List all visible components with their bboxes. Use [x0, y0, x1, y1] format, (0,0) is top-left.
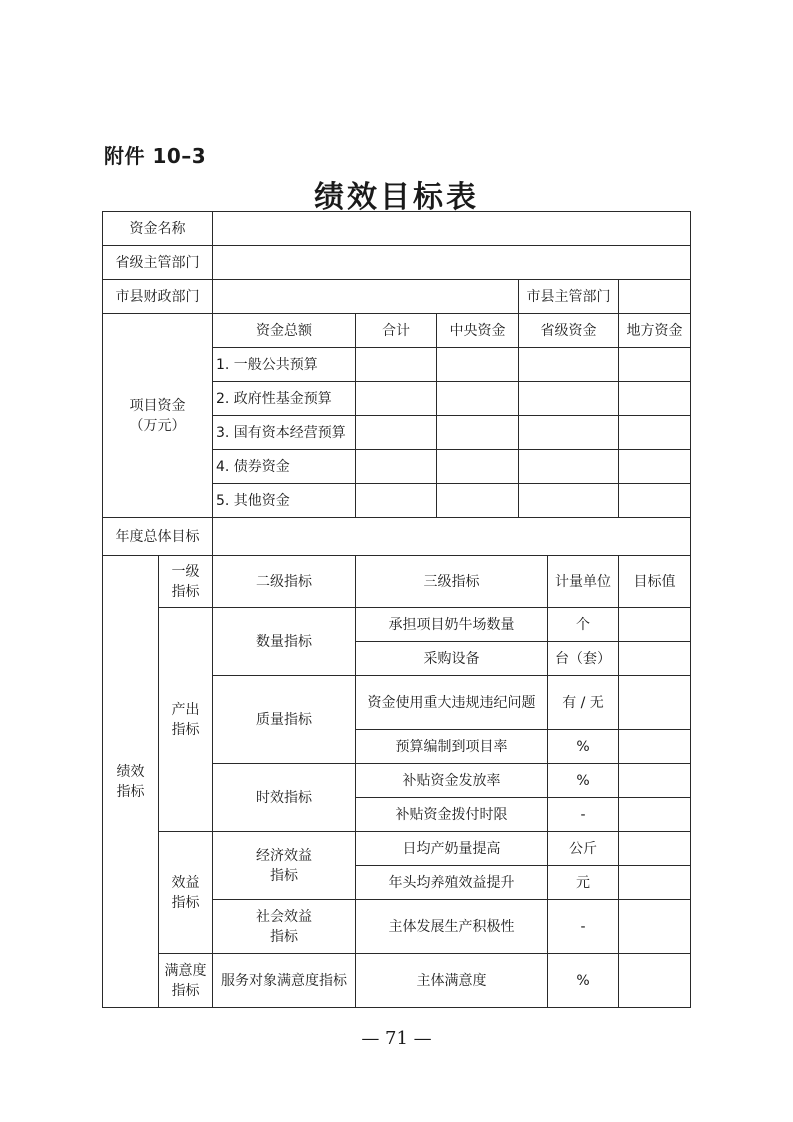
page-number: — 71 —	[361, 1028, 432, 1049]
indicator-unit: 台（套）	[548, 642, 619, 676]
funds-cell[interactable]	[519, 382, 619, 416]
funds-header-local: 地方资金	[619, 314, 691, 348]
attachment-label: 附件 10–3	[104, 144, 207, 168]
indicator-unit: 个	[548, 608, 619, 642]
indicator-unit: %	[548, 730, 619, 764]
funds-cell[interactable]	[356, 416, 437, 450]
indicator-unit: 元	[548, 866, 619, 900]
performance-label-line2: 指标	[116, 783, 145, 800]
row-city-finance	[103, 280, 691, 314]
funds-cell[interactable]	[437, 416, 519, 450]
satisfaction-label-line1: 满意度	[164, 962, 207, 979]
header-level3: 三级指标	[356, 556, 548, 608]
header-target: 目标值	[619, 556, 691, 608]
indicator-name: 年头均养殖效益提升	[356, 866, 548, 900]
indicator-name: 日均产奶量提高	[356, 832, 548, 866]
indicator-row	[103, 954, 691, 1008]
output-label-line1: 产出	[171, 701, 200, 718]
city-finance-value[interactable]	[213, 280, 519, 314]
benefit-label-line1: 效益	[171, 874, 200, 891]
indicator-unit: %	[548, 764, 619, 798]
funds-cell[interactable]	[437, 382, 519, 416]
satisfaction-indicator-label	[159, 954, 213, 1008]
page-title: 绩效目标表	[314, 180, 479, 215]
indicator-row	[103, 832, 691, 866]
performance-label-line1: 绩效	[116, 763, 145, 780]
city-finance-label: 市县财政部门	[103, 280, 213, 314]
funds-cell[interactable]	[519, 450, 619, 484]
header-level1	[159, 556, 213, 608]
indicator-row	[103, 608, 691, 642]
funds-item-label: 5. 其他资金	[213, 484, 356, 518]
quality-indicator-label: 质量指标	[213, 676, 356, 764]
funds-header-central: 中央资金	[437, 314, 519, 348]
indicator-target[interactable]	[619, 764, 691, 798]
funds-cell[interactable]	[356, 382, 437, 416]
output-indicator-label	[159, 608, 213, 832]
indicator-unit: -	[548, 900, 619, 954]
funds-cell[interactable]	[619, 450, 691, 484]
funds-header-sum: 合计	[356, 314, 437, 348]
indicator-unit: 有 / 无	[548, 676, 619, 730]
funds-cell[interactable]	[619, 416, 691, 450]
funds-header-provincial: 省级资金	[519, 314, 619, 348]
indicator-target[interactable]	[619, 676, 691, 730]
social-label-line2: 指标	[270, 928, 298, 945]
output-label-line2: 指标	[171, 721, 200, 738]
row-province-dept	[103, 246, 691, 280]
fund-name-value[interactable]	[213, 212, 691, 246]
funds-cell[interactable]	[437, 348, 519, 382]
annual-goal-value[interactable]	[213, 518, 691, 556]
indicator-target[interactable]	[619, 900, 691, 954]
indicator-target[interactable]	[619, 832, 691, 866]
project-funds-label	[103, 314, 213, 518]
indicator-name: 补贴资金拨付时限	[356, 798, 548, 832]
social-label-line1: 社会效益	[256, 908, 312, 925]
funds-cell[interactable]	[619, 348, 691, 382]
indicator-name: 主体满意度	[356, 954, 548, 1008]
row-funds-header	[103, 314, 691, 348]
indicator-name: 资金使用重大违规违纪问题	[356, 676, 548, 730]
funds-cell[interactable]	[519, 416, 619, 450]
indicator-target[interactable]	[619, 866, 691, 900]
header-unit: 计量单位	[548, 556, 619, 608]
service-satisfaction-label: 服务对象满意度指标	[213, 954, 356, 1008]
indicator-name: 承担项目奶牛场数量	[356, 608, 548, 642]
funds-cell[interactable]	[619, 484, 691, 518]
social-benefit-label	[213, 900, 356, 954]
indicator-unit: -	[548, 798, 619, 832]
satisfaction-label-line2: 指标	[171, 982, 200, 999]
project-funds-label-line2: （万元）	[129, 417, 186, 434]
funds-item-label: 2. 政府性基金预算	[213, 382, 356, 416]
header-level2: 二级指标	[213, 556, 356, 608]
city-dept-value[interactable]	[619, 280, 691, 314]
indicator-target[interactable]	[619, 608, 691, 642]
indicator-name: 预算编制到项目率	[356, 730, 548, 764]
header-level1-line2: 指标	[171, 583, 200, 600]
performance-indicators-label	[103, 556, 159, 1008]
indicator-target[interactable]	[619, 954, 691, 1008]
annual-goal-label: 年度总体目标	[103, 518, 213, 556]
province-dept-label: 省级主管部门	[103, 246, 213, 280]
funds-header-total: 资金总额	[213, 314, 356, 348]
benefit-label-line2: 指标	[171, 894, 200, 911]
indicator-target[interactable]	[619, 730, 691, 764]
economic-benefit-label	[213, 832, 356, 900]
row-fund-name	[103, 212, 691, 246]
project-funds-label-line1: 项目资金	[129, 397, 186, 414]
funds-item-label: 1. 一般公共预算	[213, 348, 356, 382]
funds-item-label: 3. 国有资本经营预算	[213, 416, 356, 450]
funds-cell[interactable]	[619, 382, 691, 416]
performance-target-table	[102, 211, 691, 1008]
row-annual-goal	[103, 518, 691, 556]
funds-cell[interactable]	[437, 450, 519, 484]
funds-cell[interactable]	[437, 484, 519, 518]
indicator-target[interactable]	[619, 642, 691, 676]
benefit-indicator-label	[159, 832, 213, 954]
indicator-target[interactable]	[619, 798, 691, 832]
indicator-name: 主体发展生产积极性	[356, 900, 548, 954]
indicator-name: 采购设备	[356, 642, 548, 676]
funds-cell[interactable]	[356, 348, 437, 382]
city-dept-label: 市县主管部门	[519, 280, 619, 314]
header-level1-line1: 一级	[171, 563, 200, 580]
timeliness-indicator-label: 时效指标	[213, 764, 356, 832]
indicator-name: 补贴资金发放率	[356, 764, 548, 798]
row-indicator-header	[103, 556, 691, 608]
funds-cell[interactable]	[356, 450, 437, 484]
funds-cell[interactable]	[519, 484, 619, 518]
province-dept-value[interactable]	[213, 246, 691, 280]
fund-name-label: 资金名称	[103, 212, 213, 246]
economic-label-line1: 经济效益	[256, 847, 312, 864]
funds-item-label: 4. 债券资金	[213, 450, 356, 484]
indicator-unit: %	[548, 954, 619, 1008]
funds-cell[interactable]	[356, 484, 437, 518]
funds-cell[interactable]	[519, 348, 619, 382]
quantity-indicator-label: 数量指标	[213, 608, 356, 676]
economic-label-line2: 指标	[270, 867, 298, 884]
indicator-unit: 公斤	[548, 832, 619, 866]
